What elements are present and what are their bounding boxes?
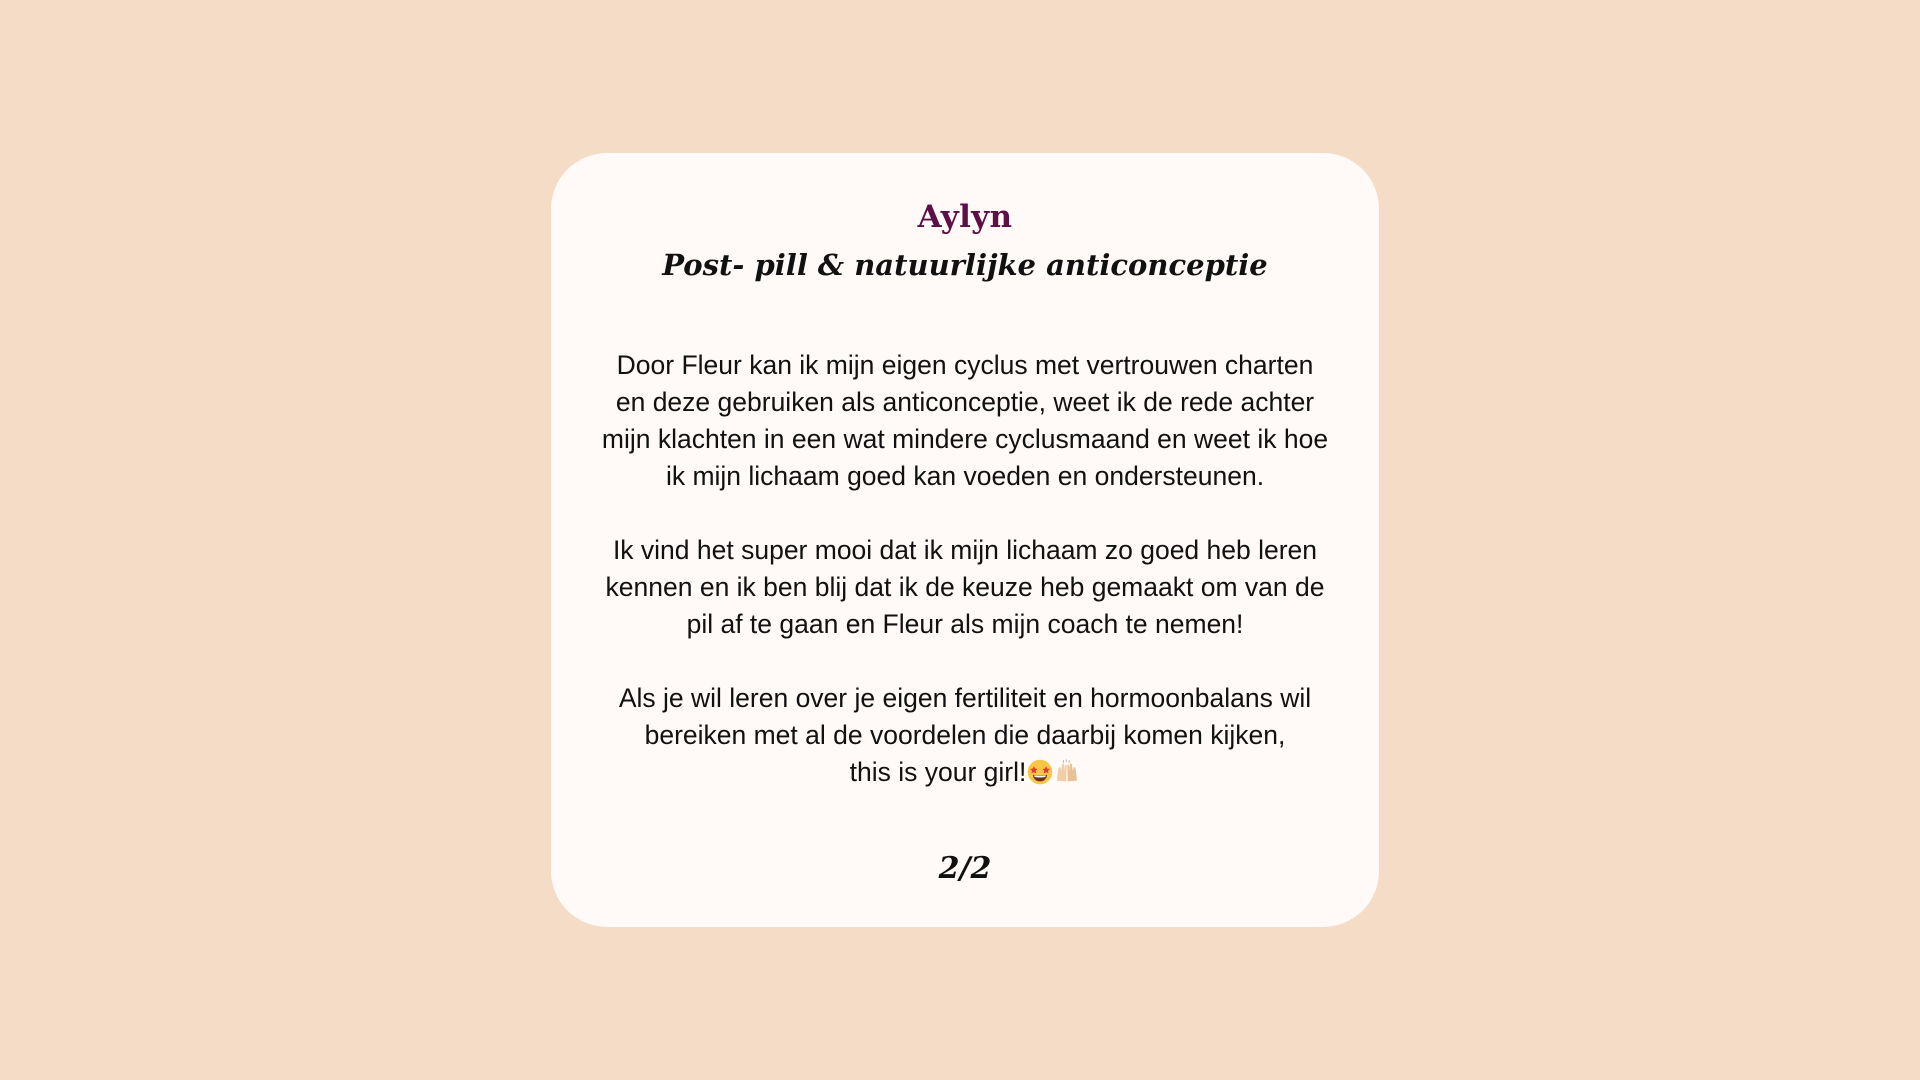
paragraph-line: kennen en ik ben blij dat ik de keuze heb gemaakt om van de (605, 572, 1325, 602)
testimonial-paragraph-1 (587, 347, 1343, 495)
testimonial-subtitle: Post- pill & natuurlijke anticonceptie (662, 248, 1268, 282)
testimonial-card (551, 153, 1379, 927)
paragraph-line: bereiken met al de voordelen die daarbij komen kijken, (644, 720, 1286, 750)
paragraph-line: en deze gebruiken als anticonceptie, weet ik de rede achter (615, 387, 1315, 417)
paragraph-line: pil af te gaan en Fleur als mijn coach te nemen! (686, 609, 1244, 639)
paragraph-line: ik mijn lichaam goed kan voeden en ondersteunen. (665, 461, 1265, 491)
testimonial-paragraph-2 (587, 532, 1343, 643)
paragraph-line-final-text: this is your girl! (849, 757, 1027, 787)
testimonial-author-name: Aylyn (917, 199, 1013, 235)
page-indicator: 2/2 (938, 851, 992, 886)
paragraph-line: Als je wil leren over je eigen fertiliteit en hormoonbalans wil (618, 683, 1312, 713)
paragraph-line-final (587, 754, 1343, 791)
testimonial-body (587, 347, 1343, 791)
paragraph-line: Ik vind het super mooi dat ik mijn lichaam zo goed heb leren (612, 535, 1318, 565)
star-struck-emoji-icon (1027, 759, 1053, 785)
testimonial-paragraph-3 (587, 680, 1343, 791)
paragraph-line: Door Fleur kan ik mijn eigen cyclus met vertrouwen charten (616, 350, 1314, 380)
raising-hands-emoji-icon (1054, 759, 1080, 785)
paragraph-line: mijn klachten in een wat mindere cyclusmaand en weet ik hoe (601, 424, 1329, 454)
